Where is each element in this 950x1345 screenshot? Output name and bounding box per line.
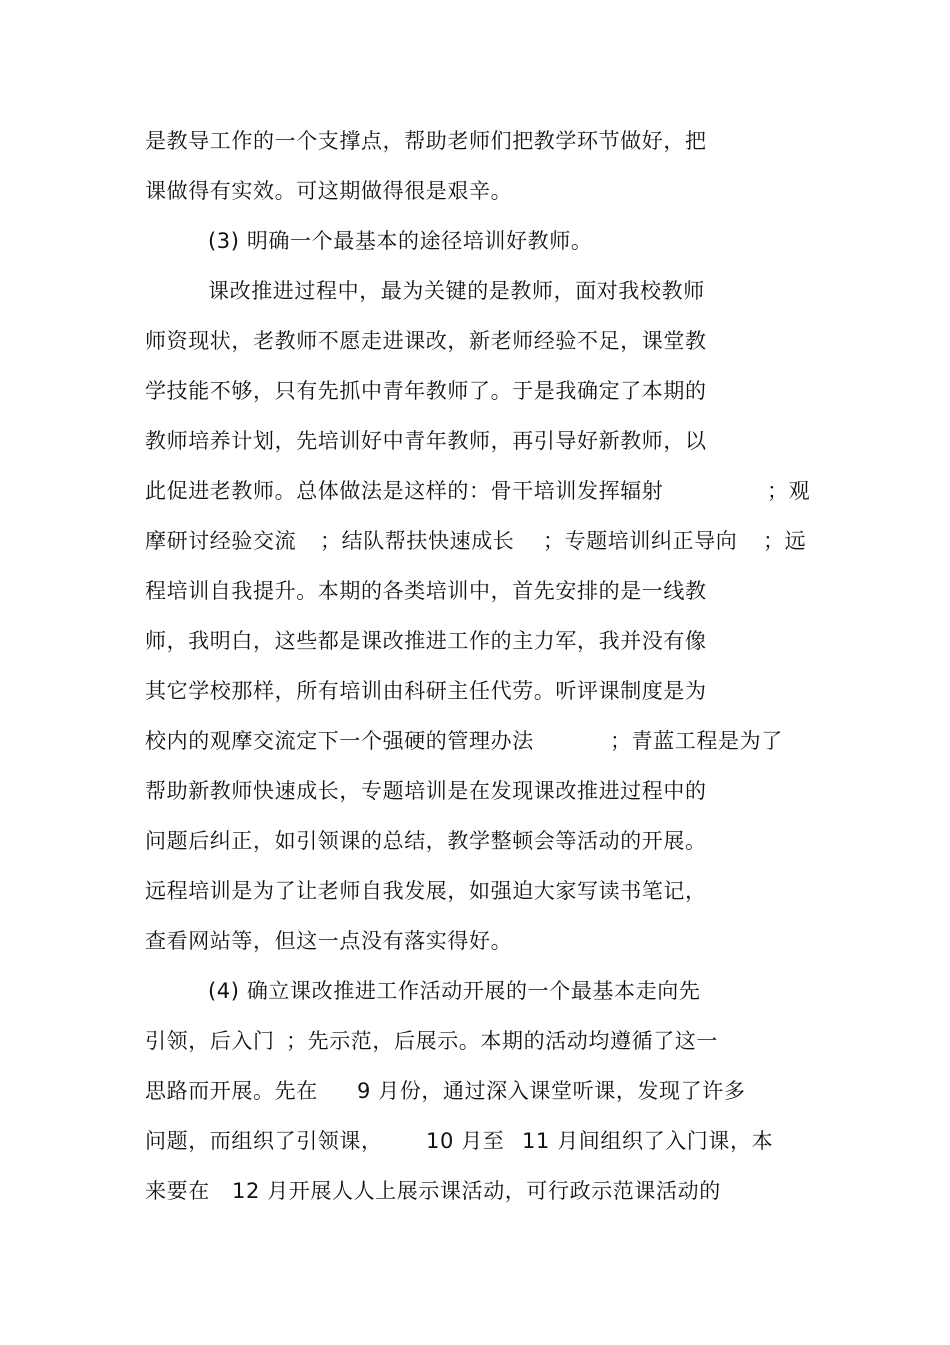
text-line (145, 1077, 805, 1105)
text-segment: 10 月至 (426, 1129, 505, 1153)
text-segment: ；青蓝工程是为了 (610, 729, 783, 753)
text-segment: ；远 (763, 529, 807, 553)
text-segment: 校内的观摩交流定下一个强硬的管理办法 (145, 729, 534, 753)
text-segment: ；观 (767, 479, 811, 503)
section-heading: (3) 明确一个最基本的途径培训好教师。 (208, 229, 593, 253)
text-line: 帮助新教师快速成长，专题培训是在发现课改推进过程中的 (145, 779, 707, 803)
text-line: 程培训自我提升。本期的各类培训中，首先安排的是一线教 (145, 579, 707, 603)
text-line: 是教导工作的一个支撑点，帮助老师们把教学环节做好，把 (145, 129, 707, 153)
text-segment: 11 月间组织了入门课，本 (522, 1129, 774, 1153)
text-line: 课改推进过程中，最为关键的是教师，面对我校教师 (208, 279, 705, 303)
text-line: 其它学校那样，所有培训由科研主任代劳。听评课制度是为 (145, 679, 707, 703)
text-segment: 摩研讨经验交流 (145, 529, 297, 553)
text-line (145, 1177, 805, 1205)
text-segment: 12 月开展人人上展示课活动，可行政示范课活动的 (232, 1179, 721, 1203)
text-line (145, 527, 805, 555)
text-line: 师资现状，老教师不愿走进课改，新老师经验不足，课堂教 (145, 329, 707, 353)
text-segment: 9 月份，通过深入课堂听课，发现了许多 (357, 1079, 746, 1103)
text-line: 教师培养计划，先培训好中青年教师，再引导好新教师，以 (145, 429, 707, 453)
text-segment: ；结队帮扶快速成长 (320, 529, 515, 553)
text-segment: 引领，后入门 (145, 1029, 275, 1053)
text-line (145, 1127, 805, 1155)
text-segment: 来要在 (145, 1179, 210, 1203)
text-segment: 思路而开展。先在 (145, 1079, 318, 1103)
text-segment: ；先示范，后展示。本期的活动均遵循了这一 (286, 1029, 718, 1053)
text-line: 查看网站等，但这一点没有落实得好。 (145, 929, 513, 953)
text-line: 问题后纠正，如引领课的总结，教学整顿会等活动的开展。 (145, 829, 707, 853)
text-segment: ；专题培训纠正导向 (543, 529, 738, 553)
text-segment: 此促进老教师。总体做法是这样的：骨干培训发挥辐射 (145, 479, 664, 503)
section-heading: (4) 确立课改推进工作活动开展的一个最基本走向先 (208, 979, 701, 1003)
text-line (145, 727, 805, 755)
text-line: 远程培训是为了让老师自我发展，如强迫大家写读书笔记， (145, 879, 707, 903)
text-line: 课做得有实效。可这期做得很是艰辛。 (145, 179, 513, 203)
text-line: 学技能不够，只有先抓中青年教师了。于是我确定了本期的 (145, 379, 707, 403)
text-line (145, 1027, 805, 1055)
text-segment: 问题，而组织了引领课， (145, 1129, 383, 1153)
text-line (145, 477, 811, 505)
text-line: 师，我明白，这些都是课改推进工作的主力军，我并没有像 (145, 629, 707, 653)
